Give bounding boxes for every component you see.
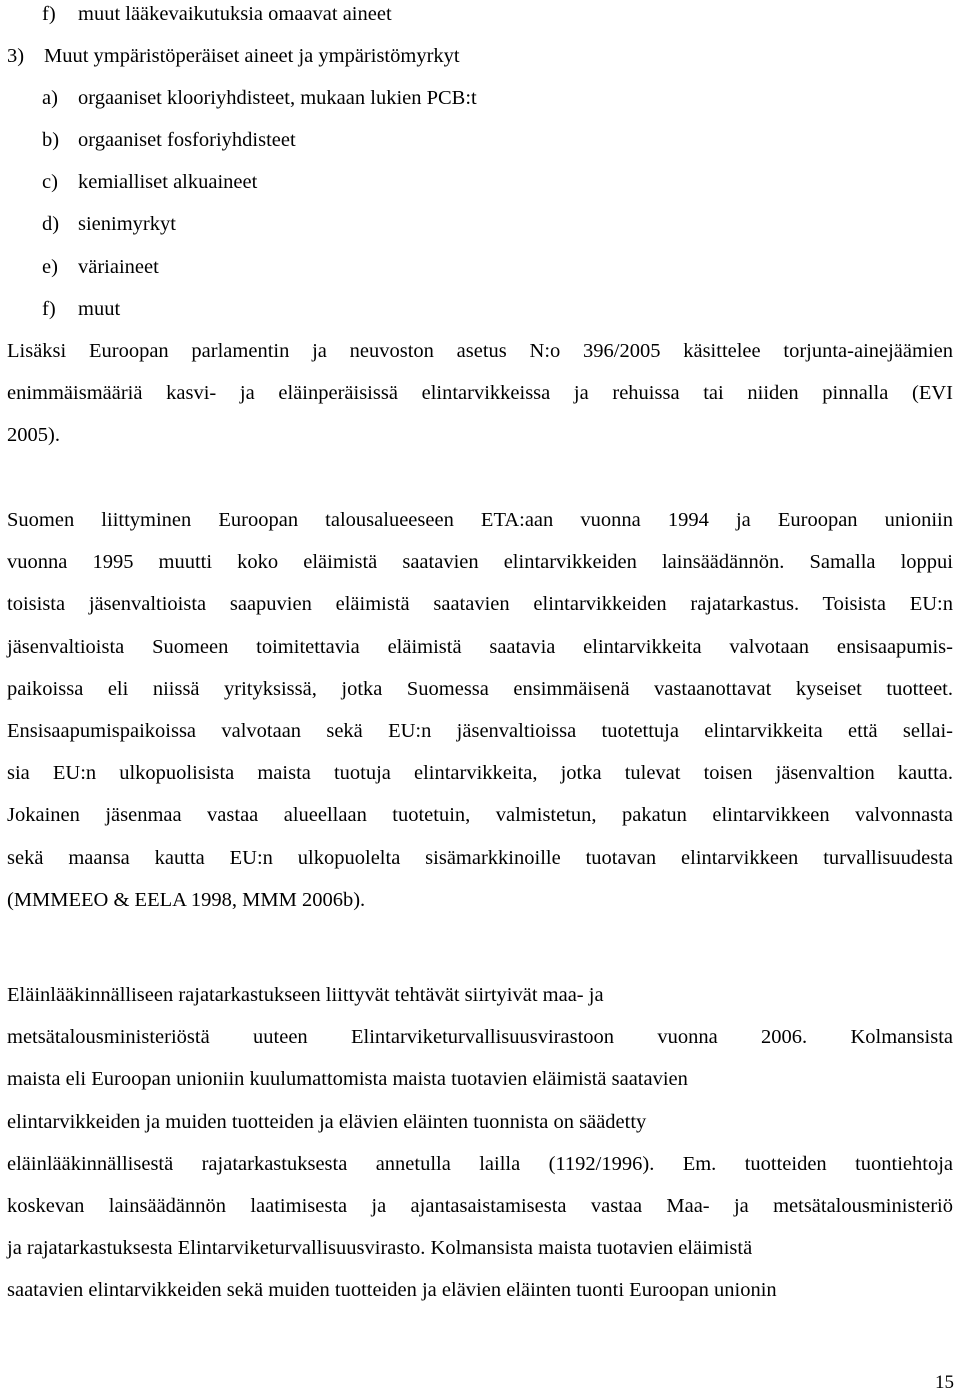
text-line: ja rajatarkastuksesta Elintarviketurvallisuusvirasto. Kolmansista maista tuotavien eläimistä: [7, 1237, 753, 1260]
list-marker: 3): [7, 45, 25, 67]
list-item-text: muut: [78, 298, 121, 320]
text-line: koskevan lainsäädännön laatimisesta ja ajantasaistamisesta vastaa Maa- ja metsätalousministeriö: [7, 1195, 953, 1218]
text-line: toisista jäsenvaltioista saapuvien eläimistä saatavien elintarvikkeiden rajatarkastus. Toisista EU:n: [7, 593, 953, 616]
paragraph-regulation: [7, 330, 953, 457]
text-line: elintarvikkeiden ja muiden tuotteiden ja elävien eläinten tuonnista on säädetty: [7, 1110, 647, 1133]
list-item-text: väriaineet: [78, 256, 159, 278]
text-line: enimmäismääriä kasvi- ja eläinperäisissä elintarvikkeissa ja rehuissa tai niiden pinnalla (EVI: [7, 382, 953, 405]
text-line: paikoissa eli niissä yrityksissä, jotka Suomessa ensimmäisenä vastaanottavat kyseiset tuotteet.: [7, 677, 953, 700]
list-marker: e): [42, 256, 58, 278]
list-item-text: muut lääkevaikutuksia omaavat aineet: [78, 3, 392, 25]
text-line: vuonna 1995 muutti koko eläimistä saatavien elintarvikkeiden lainsäädännön. Samalla loppui: [7, 551, 953, 574]
list-marker: b): [42, 129, 60, 151]
list-item-text: sienimyrkyt: [78, 213, 176, 235]
list-marker: f): [42, 298, 56, 320]
text-line: Suomen liittyminen Euroopan talousalueeseen ETA:aan vuonna 1994 ja Euroopan unioniin: [7, 509, 953, 531]
text-line: (MMMEEO & EELA 1998, MMM 2006b).: [7, 888, 366, 911]
text-line: sia EU:n ulkopuolisista maista tuotuja elintarvikkeita, jotka tulevat toisen jäsenvaltion kautta.: [7, 762, 953, 785]
text-line: saatavien elintarvikkeiden sekä muiden tuotteiden ja elävien eläinten tuonti Euroopan unionin: [7, 1279, 777, 1302]
list-item: [42, 212, 176, 236]
text-line: Eläinlääkinnälliseen rajatarkastukseen liittyvät tehtävät siirtyivät maa- ja: [7, 984, 604, 1006]
list-item-text: orgaaniset klooriyhdisteet, mukaan lukien PCB:t: [78, 87, 477, 109]
text-line: Ensisaapumispaikoissa valvotaan sekä EU:n jäsenvaltioissa tuotettuja elintarvikkeita että sellai-: [7, 720, 953, 743]
list-item: [42, 297, 120, 321]
paragraph-eu-membership: [7, 499, 953, 921]
list-item: [42, 255, 159, 279]
list-item: [42, 86, 477, 110]
page-number: 15: [935, 1372, 954, 1393]
list-item: [42, 128, 296, 152]
list-item-text: orgaaniset fosforiyhdisteet: [78, 129, 296, 151]
list-marker: c): [42, 171, 58, 193]
text-line: sekä maansa kautta EU:n ulkopuolelta sisämarkkinoille tuotavan elintarvikkeen turvallisuudesta: [7, 846, 953, 869]
list-item-text: kemialliset alkuaineet: [78, 171, 258, 193]
text-line: jäsenvaltioista Suomeen toimitettavia eläimistä saatavia elintarvikkeita valvotaan ensisaapumis-: [7, 635, 953, 658]
list-item: [7, 44, 460, 68]
list-marker: d): [42, 213, 60, 235]
text-line: Lisäksi Euroopan parlamentin ja neuvoston asetus N:o 396/2005 käsittelee torjunta-ainejäämien: [7, 340, 953, 362]
text-line: maista eli Euroopan unioniin kuulumattomista maista tuotavien eläimistä saatavien: [7, 1068, 688, 1091]
text-line: eläinlääkinnällisestä rajatarkastuksesta annetulla lailla (1192/1996). Em. tuotteiden tuontiehtoja: [7, 1152, 953, 1175]
list-item: [42, 170, 257, 194]
list-marker: a): [42, 87, 58, 109]
list-item: [42, 2, 392, 26]
list-item-text: Muut ympäristöperäiset aineet ja ympäristömyrkyt: [44, 45, 460, 67]
text-line: metsätalousministeriöstä uuteen Elintarviketurvallisuusvirastoon vuonna 2006. Kolmansista: [7, 1026, 953, 1049]
text-line: Jokainen jäsenmaa vastaa alueellaan tuotetuin, valmistetun, pakatun elintarvikkeen valvonnasta: [7, 804, 953, 827]
list-marker: f): [42, 3, 56, 25]
text-line: 2005).: [7, 424, 60, 447]
paragraph-border-inspection: [7, 974, 953, 1312]
